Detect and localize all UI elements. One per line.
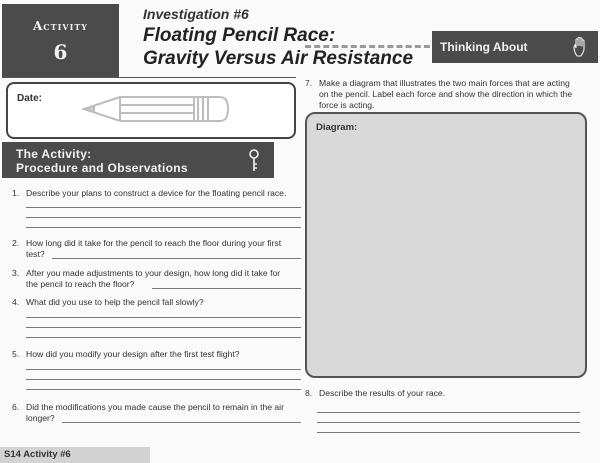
activity-heading-banner bbox=[2, 142, 274, 178]
answer-line[interactable] bbox=[52, 258, 301, 259]
date-box bbox=[6, 82, 296, 139]
question-1 bbox=[12, 188, 297, 232]
question-text-line3: force is acting. bbox=[319, 100, 375, 110]
question-5 bbox=[12, 349, 297, 393]
footer-page-tag bbox=[0, 447, 150, 463]
question-text: How did you modify your design after the first test flight? bbox=[26, 349, 240, 359]
answer-line[interactable] bbox=[317, 412, 580, 413]
question-number: 7. bbox=[305, 78, 313, 88]
question-text-line2: on the pencil. Label each force and show the direction in which the bbox=[319, 89, 573, 99]
question-text-line2: longer? bbox=[26, 413, 55, 423]
raised-hand-icon bbox=[572, 36, 590, 58]
page-title-line1: Floating Pencil Race: bbox=[143, 25, 336, 46]
answer-line[interactable] bbox=[26, 369, 301, 370]
activity-badge bbox=[2, 4, 119, 77]
answer-line[interactable] bbox=[62, 422, 301, 423]
thinking-about-label: Thinking About bbox=[440, 40, 528, 54]
question-6 bbox=[12, 402, 297, 426]
date-label: Date: bbox=[17, 93, 43, 104]
question-text: What did you use to help the pencil fall slowly? bbox=[26, 297, 204, 307]
key-icon bbox=[248, 149, 260, 173]
page-title-line2: Gravity Versus Air Resistance bbox=[143, 48, 414, 69]
footer-label: S14 Activity #6 bbox=[4, 449, 71, 460]
question-text-line1: After you made adjustments to your design, how long did it take for bbox=[26, 268, 281, 278]
answer-line[interactable] bbox=[152, 288, 301, 289]
activity-heading-line2: Procedure and Observations bbox=[16, 161, 188, 175]
question-4 bbox=[12, 297, 297, 341]
answer-line[interactable] bbox=[26, 217, 301, 218]
question-8 bbox=[305, 388, 595, 436]
answer-line[interactable] bbox=[26, 389, 301, 390]
header-rule bbox=[2, 77, 296, 78]
pencil-icon bbox=[82, 92, 232, 126]
answer-line[interactable] bbox=[26, 379, 301, 380]
question-7 bbox=[305, 78, 595, 112]
thinking-about-banner bbox=[432, 31, 598, 63]
question-3 bbox=[12, 268, 297, 292]
question-text-line2: the pencil to reach the floor? bbox=[26, 279, 135, 289]
answer-line[interactable] bbox=[26, 227, 301, 228]
question-2 bbox=[12, 238, 297, 262]
question-number: 1. bbox=[12, 188, 20, 198]
dashed-divider bbox=[305, 45, 430, 48]
answer-line[interactable] bbox=[26, 207, 301, 208]
question-text-line1: Did the modifications you made cause the pencil to remain in the air bbox=[26, 402, 284, 412]
question-text-line1: Make a diagram that illustrates the two main forces that are acting bbox=[319, 78, 570, 88]
question-number: 5. bbox=[12, 349, 20, 359]
answer-line[interactable] bbox=[317, 422, 580, 423]
question-number: 3. bbox=[12, 268, 20, 278]
question-number: 4. bbox=[12, 297, 20, 307]
activity-heading-line1: The Activity: bbox=[16, 147, 92, 161]
question-text: Describe your plans to construct a device for the floating pencil race. bbox=[26, 188, 287, 198]
question-text-line2: test? bbox=[26, 249, 45, 259]
question-number: 8. bbox=[305, 388, 313, 398]
investigation-label: Investigation #6 bbox=[143, 6, 249, 22]
diagram-label: Diagram: bbox=[316, 122, 358, 133]
answer-line[interactable] bbox=[317, 432, 580, 433]
activity-number: 6 bbox=[53, 40, 68, 64]
answer-line[interactable] bbox=[26, 327, 301, 328]
diagram-box[interactable] bbox=[305, 112, 587, 378]
question-text-line1: How long did it take for the pencil to reach the floor during your first bbox=[26, 238, 282, 248]
question-text: Describe the results of your race. bbox=[319, 388, 446, 398]
activity-label: Activity bbox=[33, 19, 88, 33]
answer-line[interactable] bbox=[26, 317, 301, 318]
question-number: 6. bbox=[12, 402, 20, 412]
question-number: 2. bbox=[12, 238, 20, 248]
answer-line[interactable] bbox=[26, 337, 301, 338]
